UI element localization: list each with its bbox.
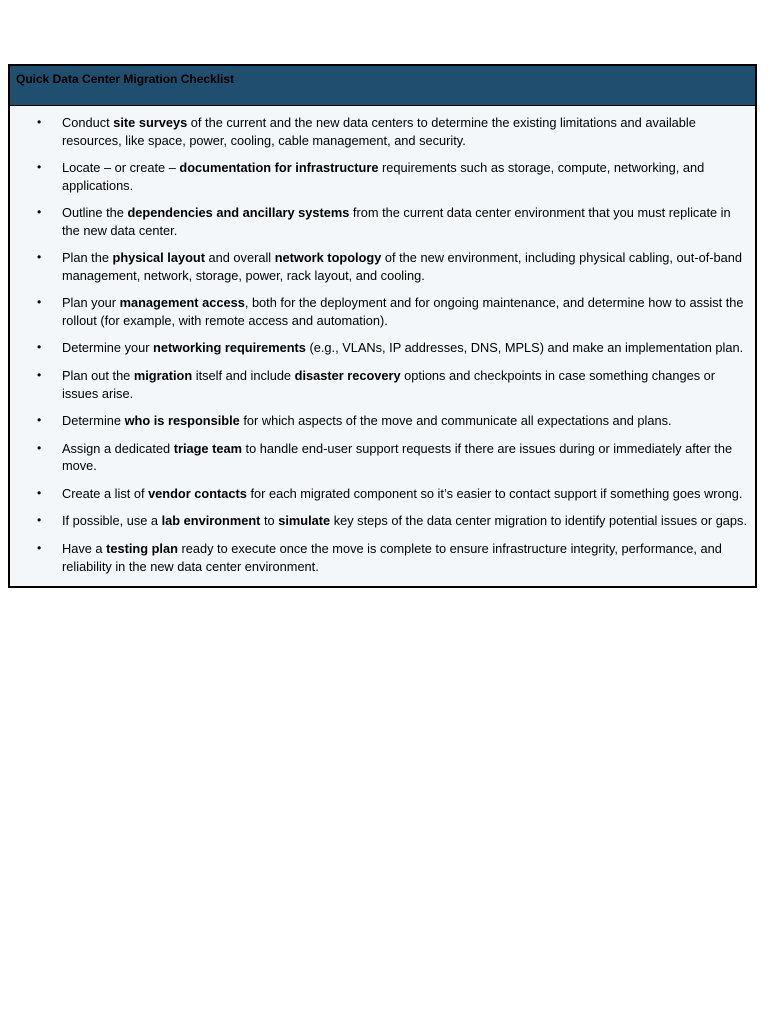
checklist-item-keyword: testing plan (106, 541, 178, 557)
bullet-icon: • (37, 485, 42, 500)
bullet-icon: • (37, 368, 42, 383)
checklist-item-text: for which aspects of the move and communicate all expectations and plans. (239, 413, 672, 429)
checklist-item-text: Create a list of (62, 485, 149, 501)
checklist-item-text: Determine (62, 413, 125, 429)
checklist-item-text: Assign a dedicated (62, 440, 174, 456)
checklist-item-keyword: management access (119, 295, 245, 311)
checklist-item (10, 159, 749, 194)
checklist-item-text: , both for the deployment and for ongoing maintenance, and determine how to assist the rollout (for example, with remote access and automation). (62, 295, 744, 328)
checklist-item-text: If possible, use a (62, 513, 162, 529)
bullet-icon: • (37, 250, 42, 265)
checklist-item (10, 412, 749, 430)
checklist-item-text: to (260, 513, 279, 529)
checklist-item (10, 512, 749, 530)
checklist-item (10, 249, 749, 284)
checklist-item (10, 339, 749, 357)
checklist-item-text: Determine your (62, 340, 154, 356)
checklist-item-text: of the current and the new data centers to determine the existing limitations and available resources, like space, power, cooling, cable management, and security. (62, 115, 696, 148)
checklist-item-keyword: lab environment (161, 513, 261, 529)
checklist-list (10, 106, 755, 575)
checklist-item-text: (e.g., VLANs, IP addresses, DNS, MPLS) and make an implementation plan. (305, 340, 744, 356)
bullet-icon: • (37, 513, 42, 528)
checklist-item (10, 440, 749, 475)
checklist-item-text: Conduct (62, 115, 114, 130)
checklist-item-keyword: vendor contacts (148, 485, 247, 501)
checklist-item (10, 485, 749, 503)
checklist-item-keyword: network topology (274, 250, 382, 266)
checklist-item (10, 294, 749, 329)
bullet-icon: • (37, 541, 42, 556)
checklist-item-keyword: who is responsible (124, 413, 240, 429)
checklist-item (10, 204, 749, 239)
bullet-icon: • (37, 340, 42, 355)
bullet-icon: • (37, 160, 42, 175)
checklist-item-text: Have a (62, 541, 107, 557)
checklist-item-text: ready to execute once the move is complete to ensure infrastructure integrity, performance, and reliability in the new data center environment. (62, 541, 722, 574)
checklist-item-text: Outline the (62, 205, 128, 221)
bullet-icon: • (37, 413, 42, 428)
checklist-item-keyword: site surveys (113, 115, 188, 130)
bullet-icon: • (37, 295, 42, 310)
checklist-item-text: to handle end-user support requests if there are issues during or immediately after the move. (62, 440, 733, 474)
checklist-item-text: for each migrated component so it’s easier to contact support if something goes wrong. (246, 485, 743, 501)
checklist-item (10, 540, 749, 575)
checklist-item-text: Plan the (62, 250, 113, 266)
checklist-item-keyword: migration (133, 368, 193, 384)
checklist-item-text: key steps of the data center migration to identify potential issues or gaps. (330, 513, 747, 529)
checklist-item-keyword: simulate (278, 513, 331, 529)
checklist-item-text: of the new environment, including physical cabling, out-of-band management, network, storage, power, rack layout, and cooling. (62, 250, 742, 283)
checklist-item-keyword: disaster recovery (294, 368, 401, 384)
checklist-item-keyword: triage team (173, 440, 242, 456)
checklist-item (10, 367, 749, 402)
bullet-icon: • (37, 205, 42, 220)
checklist-item-text: requirements such as storage, compute, networking, and applications. (62, 160, 705, 193)
checklist-item-text: Locate – or create – (62, 160, 180, 176)
checklist-item (10, 114, 749, 149)
checklist-item-keyword: documentation for infrastructure (179, 160, 379, 176)
checklist-item-keyword: networking requirements (153, 340, 306, 356)
checklist-item-text: and overall (204, 250, 275, 266)
checklist-item-text: from the current data center environment that you must replicate in the new data center. (62, 205, 731, 238)
checklist-item-keyword: physical layout (112, 250, 205, 266)
bullet-icon: • (37, 115, 42, 129)
checklist-title: Quick Data Center Migration Checklist (10, 66, 755, 106)
bullet-icon: • (37, 440, 42, 455)
checklist-item-text: Plan your (62, 295, 120, 311)
checklist-item-text: itself and include (192, 368, 295, 384)
checklist-box (8, 64, 757, 588)
checklist-item-text: Plan out the (62, 368, 134, 384)
checklist-item-keyword: dependencies and ancillary systems (127, 205, 350, 221)
checklist-item-text: options and checkpoints in case something changes or issues arise. (62, 368, 716, 401)
